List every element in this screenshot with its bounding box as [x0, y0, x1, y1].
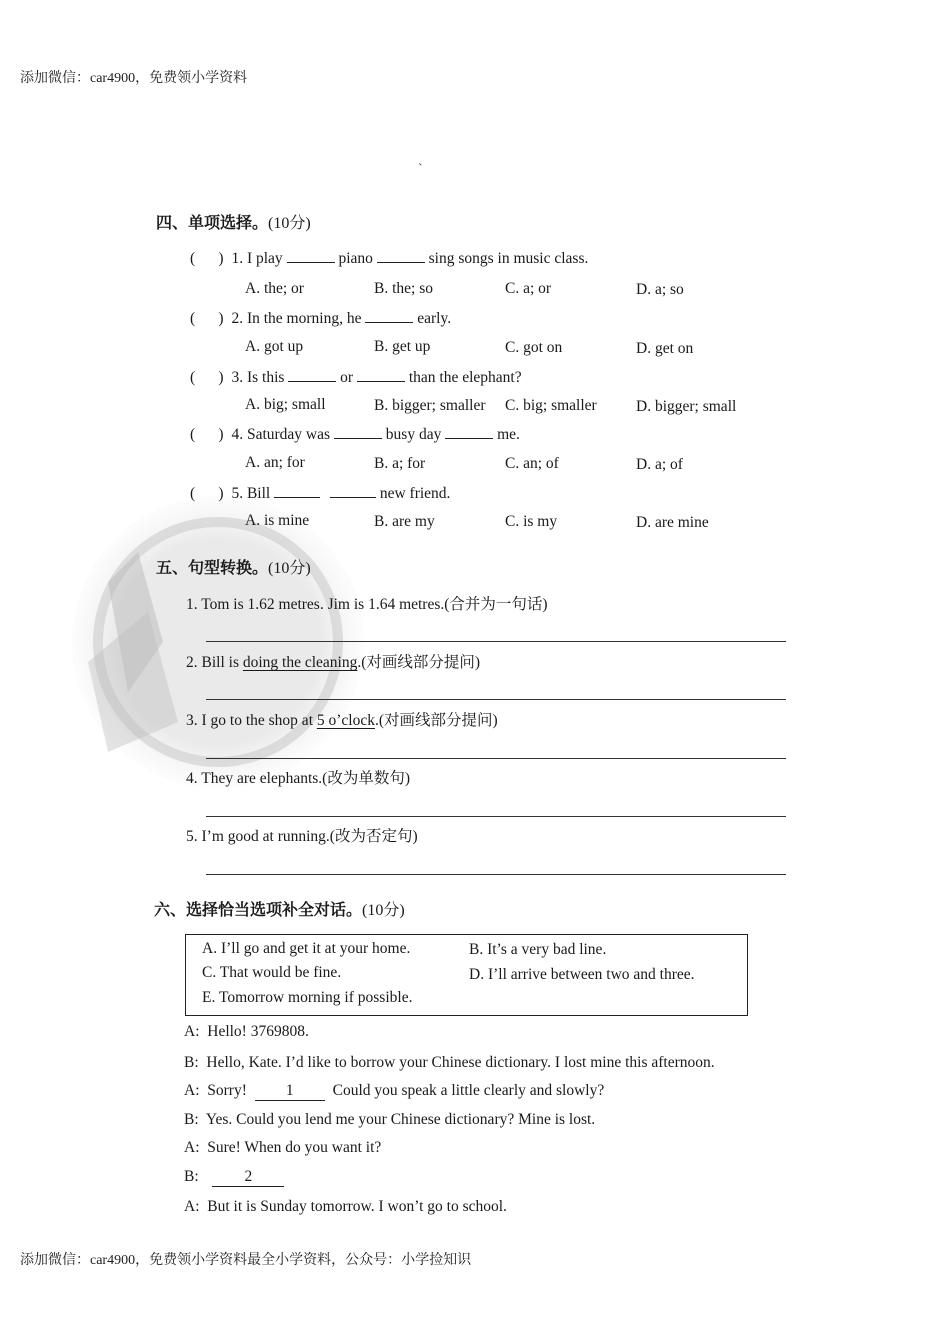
transform-item-3: 3. I go to the shop at 5 o’clock.(对画线部分提问) — [186, 712, 498, 729]
dialogue-line: B: Hello, Kate. I’d like to borrow your Chinese dictionary. I lost mine this afternoon. — [184, 1054, 715, 1071]
section-6-title: 六、选择恰当选项补全对话。(10分) — [154, 902, 405, 919]
option: D. bigger; small — [636, 398, 737, 415]
answer-line[interactable] — [206, 874, 786, 875]
option: A. big; small — [245, 396, 326, 413]
answer-blank-1[interactable]: 1 — [255, 1082, 325, 1101]
option: C. got on — [505, 339, 563, 356]
section-4-title: 四、单项选择。(10分) — [156, 215, 311, 232]
answer-line[interactable] — [206, 641, 786, 642]
dialogue-line: A: Sorry! 1 Could you speak a little clearly and slowly? — [184, 1082, 605, 1099]
option: C. is my — [505, 513, 558, 530]
option: A. is mine — [245, 512, 310, 529]
option: A. the; or — [245, 280, 304, 297]
option: D. a; of — [636, 456, 683, 473]
option: B. the; so — [374, 280, 433, 297]
transform-item-2: 2. Bill is doing the cleaning.(对画线部分提问) — [186, 654, 481, 671]
answer-blank[interactable] — [274, 483, 320, 498]
option: C. an; of — [505, 455, 559, 472]
option: D. a; so — [636, 281, 684, 298]
dialogue-line: B: Yes. Could you lend me your Chinese dictionary? Mine is lost. — [184, 1111, 596, 1128]
dialogue-line: A: Sure! When do you want it? — [184, 1139, 382, 1156]
option: D. are mine — [636, 514, 709, 531]
watermark-stamp — [68, 492, 368, 792]
answer-blank[interactable] — [357, 367, 405, 382]
choice-d: D. I’ll arrive between two and three. — [469, 966, 695, 983]
answer-blank[interactable] — [377, 248, 425, 263]
answer-blank[interactable] — [287, 248, 335, 263]
transform-item-4: 4. They are elephants.(改为单数句) — [186, 770, 410, 787]
option: A. got up — [245, 338, 304, 355]
option: C. big; smaller — [505, 397, 597, 414]
answer-blank[interactable] — [445, 424, 493, 439]
choice-a: A. I’ll go and get it at your home. — [202, 940, 411, 957]
question-1: ( ) 1. I play piano sing songs in music class. — [190, 250, 589, 267]
option: B. a; for — [374, 455, 426, 472]
page-header: 添加微信：car4900，免费领小学资料 — [20, 71, 248, 86]
option: A. an; for — [245, 454, 305, 471]
page-footer: 添加微信：car4900，免费领小学资料最全小学资料，公众号：小学捡知识 — [20, 1253, 472, 1268]
option: B. get up — [374, 338, 431, 355]
option: B. bigger; smaller — [374, 397, 486, 414]
answer-blank[interactable] — [365, 308, 413, 323]
question-4: ( ) 4. Saturday was busy day me. — [190, 426, 520, 443]
choice-b: B. It’s a very bad line. — [469, 941, 607, 958]
transform-item-5: 5. I’m good at running.(改为否定句) — [186, 828, 418, 845]
question-3: ( ) 3. Is this or than the elephant? — [190, 369, 522, 386]
transform-item-1: 1. Tom is 1.62 metres. Jim is 1.64 metres.(合并为一句话) — [186, 596, 548, 613]
option: B. are my — [374, 513, 435, 530]
answer-blank-2[interactable]: 2 — [212, 1168, 284, 1187]
question-5: ( ) 5. Bill new friend. — [190, 485, 451, 502]
option: C. a; or — [505, 280, 552, 297]
option: D. get on — [636, 340, 694, 357]
answer-blank[interactable] — [288, 367, 336, 382]
answer-line[interactable] — [206, 816, 786, 817]
choice-e: E. Tomorrow morning if possible. — [202, 989, 413, 1006]
stray-mark: ˋ — [418, 162, 423, 177]
answer-blank[interactable] — [330, 483, 376, 498]
answer-line[interactable] — [206, 699, 786, 700]
question-2: ( ) 2. In the morning, he early. — [190, 310, 452, 327]
dialogue-line: A: Hello! 3769808. — [184, 1023, 309, 1040]
dialogue-line: A: But it is Sunday tomorrow. I won’t go to school. — [184, 1198, 507, 1215]
answer-line[interactable] — [206, 758, 786, 759]
choice-c: C. That would be fine. — [202, 964, 342, 981]
answer-blank[interactable] — [334, 424, 382, 439]
section-5-title: 五、句型转换。(10分) — [156, 560, 311, 577]
dialogue-line: B: 2 — [184, 1168, 284, 1187]
